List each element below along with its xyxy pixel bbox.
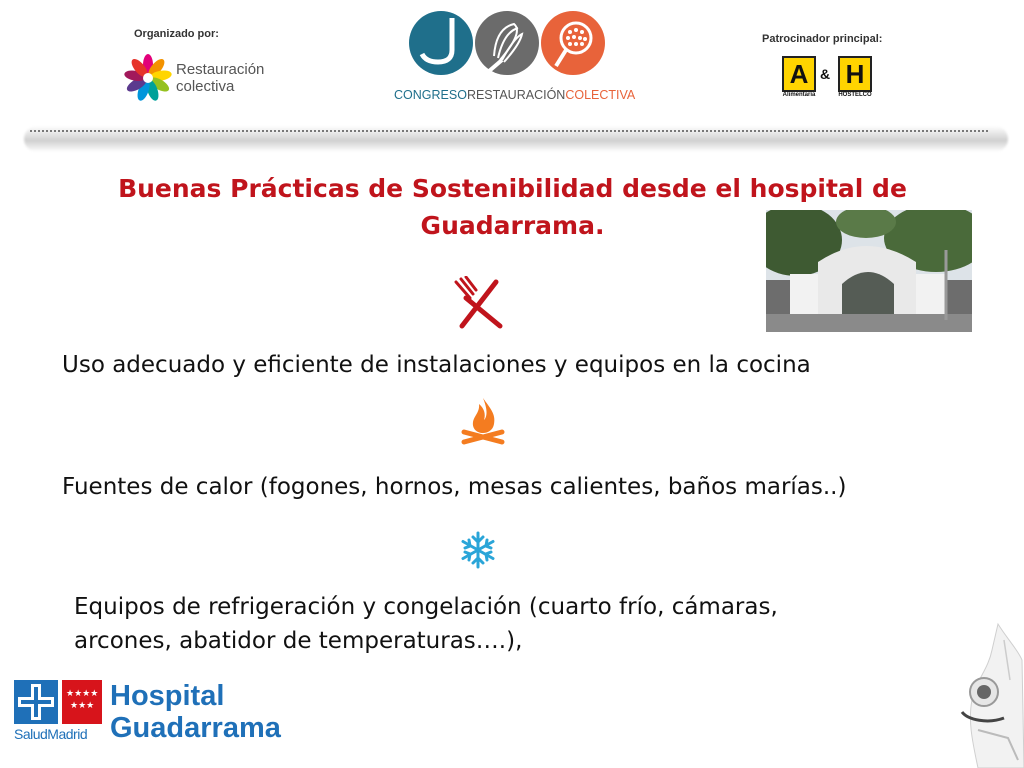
snowflake-icon <box>459 530 497 570</box>
hospital-photo <box>766 210 972 332</box>
congress-name <box>394 88 635 102</box>
salud-cross-icon <box>14 680 58 724</box>
title-line1: Buenas Prácticas de Sostenibilidad desde el hospital de <box>118 174 907 203</box>
skimmer-icon <box>540 10 606 76</box>
sponsor-sub-a: Alimentaria <box>782 92 816 98</box>
hospital-line1: Hospital <box>110 680 225 712</box>
salud-madrid-logo <box>14 680 104 744</box>
ladle-icon <box>408 10 474 76</box>
section-cold-line2: arcones, abatidor de temperaturas….), <box>74 628 523 654</box>
sponsor-amp: & <box>820 66 831 82</box>
organizer-logo <box>122 52 265 106</box>
sponsor-a-box: A <box>782 56 816 92</box>
congress-name-part3: COLECTIVA <box>565 88 636 102</box>
sponsor-h-box: H <box>838 56 872 92</box>
whisk-icon <box>474 10 540 76</box>
sponsor-logo <box>782 56 882 100</box>
sponsor-label: Patrocinador principal: <box>762 33 883 45</box>
dotted-line <box>30 130 988 132</box>
title-line2: Guadarrama. <box>420 211 605 240</box>
chef-illustration <box>948 620 1024 768</box>
section-cold-line1: Equipos de refrigeración y congelación (cuarto frío, cámaras, <box>74 594 778 620</box>
svg-text:★★★★: ★★★★ <box>66 689 99 699</box>
section-kitchen-text: Uso adecuado y eficiente de instalaciones y equipos en la cocina <box>62 352 811 378</box>
hospital-line2: Guadarrama <box>110 712 281 744</box>
salud-label: SaludMadrid <box>14 726 88 742</box>
section-cold-text <box>74 590 778 658</box>
fire-icon <box>460 396 506 446</box>
organized-label: Organizado por: <box>134 28 219 40</box>
org-logo-line2: colectiva <box>176 78 235 95</box>
congress-name-part1: CONGRESO <box>394 88 467 102</box>
org-logo-line1: Restauración <box>176 61 265 78</box>
madrid-flag-icon <box>62 680 102 724</box>
section-heat-text: Fuentes de calor (fogones, hornos, mesas calientes, baños marías..) <box>62 474 847 500</box>
hospital-name <box>110 680 281 744</box>
cutlery-icon <box>452 276 508 332</box>
svg-text:★★★: ★★★ <box>70 701 95 711</box>
congress-name-part2: RESTAURACIÓN <box>466 88 566 102</box>
congress-logo <box>392 8 636 108</box>
flower-icon <box>122 52 174 104</box>
sponsor-sub-h: HOSTELCO <box>838 92 872 98</box>
